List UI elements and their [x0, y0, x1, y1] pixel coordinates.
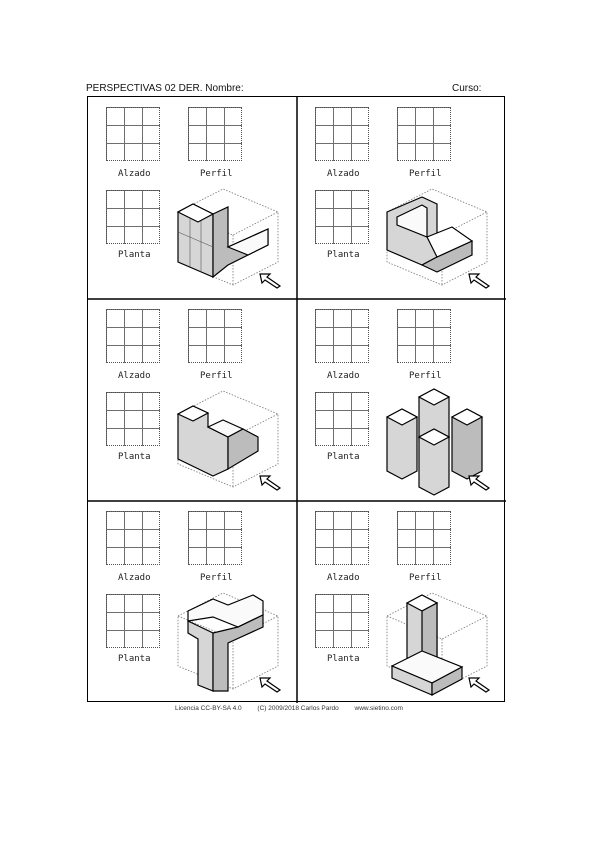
course-label: Curso: [452, 83, 482, 94]
footer-copyright: (C) 2009/2018 Carlos Pardo [257, 705, 339, 712]
alzado-label: Alzado [327, 169, 360, 179]
view-arrow-icon [467, 474, 491, 492]
alzado-label: Alzado [118, 169, 151, 179]
worksheet-title: PERSPECTIVAS 02 DER. Nombre: [86, 83, 244, 94]
planta-grid [315, 392, 369, 446]
planta-label: Planta [327, 250, 360, 260]
planta-grid [106, 594, 160, 648]
view-arrow-icon [258, 474, 282, 492]
perfil-grid [188, 309, 242, 363]
alzado-grid [106, 107, 160, 161]
view-arrow-icon [467, 676, 491, 694]
planta-grid [106, 392, 160, 446]
perfil-label: Perfil [409, 169, 442, 179]
perfil-label: Perfil [409, 371, 442, 381]
perfil-label: Perfil [409, 573, 442, 583]
view-arrow-icon [467, 272, 491, 290]
alzado-grid [106, 309, 160, 363]
footer-license: Licencia CC-BY-SA 4.0 [175, 705, 242, 712]
planta-label: Planta [118, 250, 151, 260]
exercise-cell-4 [297, 299, 506, 501]
exercise-cell-6 [297, 501, 506, 703]
view-arrow-icon [258, 272, 282, 290]
alzado-grid [315, 511, 369, 565]
planta-label: Planta [327, 452, 360, 462]
planta-grid [315, 594, 369, 648]
planta-grid [315, 190, 369, 244]
exercise-cell-3 [88, 299, 297, 501]
exercise-cell-5 [88, 501, 297, 703]
perfil-grid [397, 107, 451, 161]
exercise-sheet [87, 96, 505, 702]
perfil-grid [188, 107, 242, 161]
alzado-grid [315, 309, 369, 363]
planta-grid [106, 190, 160, 244]
planta-label: Planta [118, 452, 151, 462]
alzado-label: Alzado [327, 573, 360, 583]
alzado-label: Alzado [118, 573, 151, 583]
exercise-cell-2 [297, 97, 506, 299]
footer [175, 705, 417, 712]
perfil-label: Perfil [200, 371, 233, 381]
alzado-label: Alzado [327, 371, 360, 381]
alzado-grid [315, 107, 369, 161]
alzado-label: Alzado [118, 371, 151, 381]
perfil-label: Perfil [200, 169, 233, 179]
alzado-grid [106, 511, 160, 565]
perfil-grid [397, 309, 451, 363]
perfil-label: Perfil [200, 573, 233, 583]
view-arrow-icon [258, 676, 282, 694]
exercise-cell-1 [88, 97, 297, 299]
planta-label: Planta [118, 654, 151, 664]
perfil-grid [397, 511, 451, 565]
footer-website: www.sietino.com [354, 705, 403, 712]
perfil-grid [188, 511, 242, 565]
planta-label: Planta [327, 654, 360, 664]
